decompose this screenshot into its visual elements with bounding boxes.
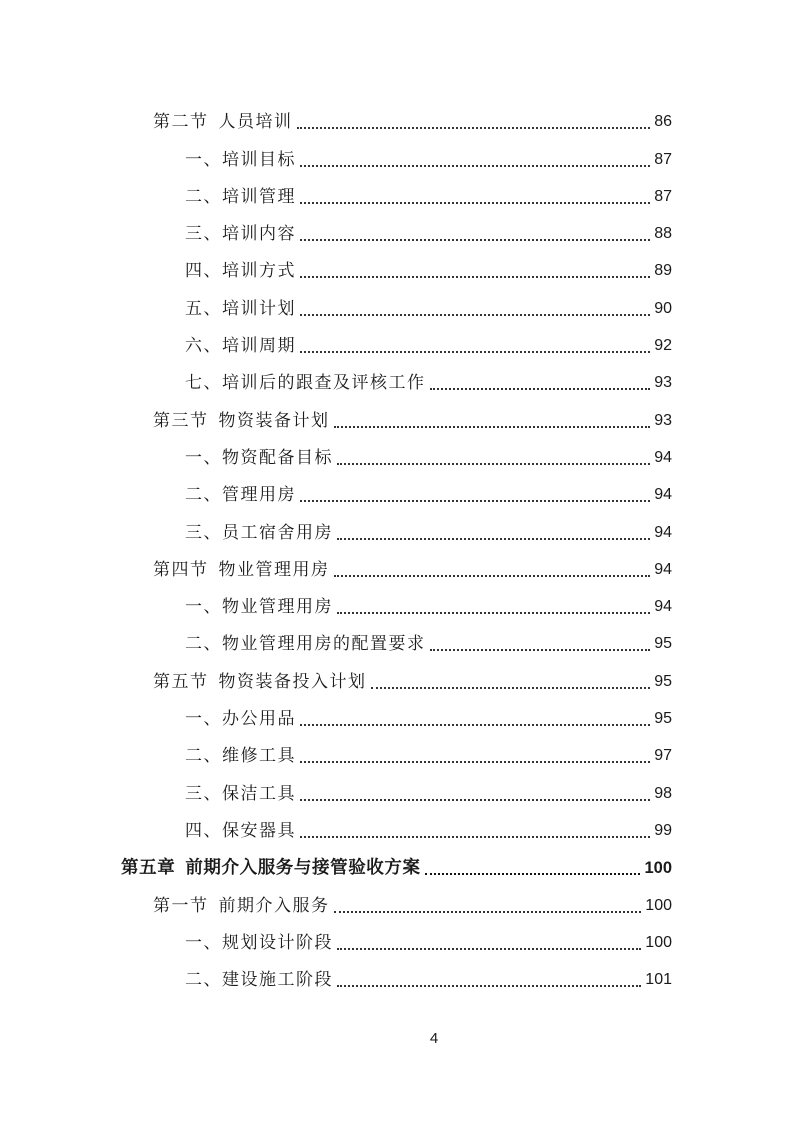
toc-entry-text: 培训后的跟查及评核工作 xyxy=(222,373,426,394)
toc-entry-page: 97 xyxy=(654,747,672,765)
toc-entry-page: 94 xyxy=(654,523,672,541)
toc-entry-page: 98 xyxy=(654,784,672,802)
toc-entry-text: 保安器具 xyxy=(222,820,296,841)
page-number: 4 xyxy=(429,1030,439,1047)
toc-entry-text: 前期介入服务与接管验收方案 xyxy=(185,858,421,879)
toc-entry-page: 87 xyxy=(654,187,672,205)
toc-entry-label: 第五章 xyxy=(121,858,176,879)
toc-entry-text: 物业管理用房 xyxy=(218,559,330,580)
toc-entry-label: 第二节 xyxy=(153,112,209,133)
toc-entry-title xyxy=(185,448,333,468)
toc-entry-section[interactable] xyxy=(153,660,672,697)
toc-entry-subsection[interactable] xyxy=(185,922,672,959)
toc-dot-leader xyxy=(337,463,650,465)
toc-entry-label: 三、 xyxy=(185,783,222,804)
toc-entry-page: 100 xyxy=(644,859,672,878)
toc-entry-page: 87 xyxy=(654,150,672,168)
toc-entry-label: 四、 xyxy=(185,261,222,282)
toc-entry-subsection[interactable] xyxy=(185,287,672,324)
toc-entry-subsection[interactable] xyxy=(185,437,672,474)
toc-entry-text: 培训周期 xyxy=(222,336,296,357)
toc-entry-page: 95 xyxy=(654,672,672,690)
toc-entry-label: 五、 xyxy=(185,298,222,319)
toc-entry-title xyxy=(185,187,296,207)
toc-entry-section[interactable] xyxy=(153,101,672,138)
toc-dot-leader xyxy=(300,314,650,316)
toc-dot-leader xyxy=(300,276,650,278)
toc-entry-page: 89 xyxy=(654,262,672,280)
toc-entry-title xyxy=(185,821,296,841)
toc-entry-subsection[interactable] xyxy=(185,735,672,772)
toc-entry-label: 一、 xyxy=(185,597,222,618)
toc-entry-text: 保洁工具 xyxy=(222,783,296,804)
toc-entry-title xyxy=(185,597,333,617)
toc-entry-label: 一、 xyxy=(185,149,222,170)
toc-dot-leader xyxy=(300,351,650,353)
toc-entry-label: 一、 xyxy=(185,932,222,953)
toc-entry-text: 物资配备目标 xyxy=(222,447,333,468)
toc-dot-leader xyxy=(334,426,651,428)
toc-entry-page: 90 xyxy=(654,299,672,317)
toc-entry-text: 规划设计阶段 xyxy=(222,932,333,953)
toc-entry-subsection[interactable] xyxy=(185,586,672,623)
toc-entry-title xyxy=(153,411,330,431)
toc-entry-subsection[interactable] xyxy=(185,511,672,548)
toc-dot-leader xyxy=(371,687,651,689)
toc-dot-leader xyxy=(300,724,650,726)
toc-entry-text: 培训管理 xyxy=(222,186,296,207)
toc-entry-label: 一、 xyxy=(185,709,222,730)
toc-dot-leader xyxy=(300,239,650,241)
toc-entry-subsection[interactable] xyxy=(185,362,672,399)
toc-entry-page: 92 xyxy=(654,337,672,355)
toc-entry-title xyxy=(153,896,330,916)
toc-entry-subsection[interactable] xyxy=(185,138,672,175)
toc-entry-title xyxy=(121,858,421,878)
toc-entry-title xyxy=(185,150,296,170)
toc-entry-page: 93 xyxy=(654,411,672,429)
toc-dot-leader xyxy=(337,948,641,950)
toc-entry-label: 二、 xyxy=(185,970,222,991)
toc-entry-label: 二、 xyxy=(185,746,222,767)
toc-entry-page: 86 xyxy=(654,113,672,131)
toc-entry-text: 物资装备计划 xyxy=(218,410,330,431)
toc-entry-label: 一、 xyxy=(185,447,222,468)
toc-entry-subsection[interactable] xyxy=(185,250,672,287)
toc-entry-text: 培训内容 xyxy=(222,224,296,245)
toc-entry-page: 95 xyxy=(654,710,672,728)
toc-dot-leader xyxy=(297,127,651,129)
toc-entry-label: 二、 xyxy=(185,186,222,207)
toc-entry-section[interactable] xyxy=(153,549,672,586)
toc-entry-text: 建设施工阶段 xyxy=(222,970,333,991)
toc-dot-leader xyxy=(300,165,650,167)
toc-entry-label: 第五节 xyxy=(153,671,209,692)
toc-entry-title xyxy=(185,485,296,505)
toc-entry-page: 94 xyxy=(654,448,672,466)
toc-entry-title xyxy=(185,746,296,766)
toc-entry-text: 前期介入服务 xyxy=(218,895,330,916)
toc-entry-page: 94 xyxy=(654,560,672,578)
toc-dot-leader xyxy=(337,612,650,614)
toc-dot-leader xyxy=(300,799,650,801)
toc-entry-page: 88 xyxy=(654,225,672,243)
toc-dot-leader xyxy=(334,575,651,577)
toc-entry-text: 物资装备投入计划 xyxy=(218,671,367,692)
toc-dot-leader xyxy=(300,761,650,763)
toc-entry-chapter[interactable] xyxy=(121,847,672,884)
toc-entry-subsection[interactable] xyxy=(185,213,672,250)
toc-dot-leader xyxy=(300,500,650,502)
toc-entry-title xyxy=(185,299,296,319)
toc-entry-section[interactable] xyxy=(153,399,672,436)
toc-entry-label: 第四节 xyxy=(153,559,209,580)
toc-entry-subsection[interactable] xyxy=(185,810,672,847)
toc-entry-title xyxy=(185,784,296,804)
toc-entry-section[interactable] xyxy=(153,884,672,921)
toc-entry-title xyxy=(153,560,330,580)
toc-dot-leader xyxy=(300,836,650,838)
toc-entry-label: 第三节 xyxy=(153,410,209,431)
toc-dot-leader xyxy=(300,202,650,204)
toc-entry-title xyxy=(185,336,296,356)
toc-dot-leader xyxy=(430,388,651,390)
toc-entry-subsection[interactable] xyxy=(185,474,672,511)
toc-entry-text: 管理用房 xyxy=(222,485,296,506)
toc-entry-text: 员工宿舍用房 xyxy=(222,522,333,543)
toc-entry-subsection[interactable] xyxy=(185,698,672,735)
toc-entry-title xyxy=(185,709,296,729)
toc-entry-label: 六、 xyxy=(185,336,222,357)
toc-entry-title xyxy=(185,933,333,953)
toc-entry-title xyxy=(153,672,367,692)
toc-dot-leader xyxy=(425,873,641,875)
toc-entry-subsection[interactable] xyxy=(185,325,672,362)
toc-entry-text: 培训计划 xyxy=(222,298,296,319)
toc-entry-title xyxy=(185,261,296,281)
toc-entry-text: 办公用品 xyxy=(222,709,296,730)
toc-entry-label: 四、 xyxy=(185,820,222,841)
toc-entry-text: 物业管理用房的配置要求 xyxy=(222,634,426,655)
toc-entry-title xyxy=(185,970,333,990)
toc-entry-page: 100 xyxy=(645,896,672,914)
toc-entry-subsection[interactable] xyxy=(185,176,672,213)
toc-entry-title xyxy=(185,634,426,654)
toc-entry-label: 第一节 xyxy=(153,895,209,916)
toc-dot-leader xyxy=(430,649,651,651)
toc-entry-title xyxy=(185,373,426,393)
toc-entry-label: 三、 xyxy=(185,224,222,245)
toc-entry-subsection[interactable] xyxy=(185,772,672,809)
toc-entry-page: 101 xyxy=(645,971,672,989)
toc-entry-text: 维修工具 xyxy=(222,746,296,767)
toc-entry-subsection[interactable] xyxy=(185,959,672,996)
toc-entry-title xyxy=(153,112,293,132)
toc-entry-text: 培训方式 xyxy=(222,261,296,282)
toc-entry-text: 培训目标 xyxy=(222,149,296,170)
toc-entry-page: 93 xyxy=(654,374,672,392)
toc-dot-leader xyxy=(337,538,650,540)
toc-entry-page: 94 xyxy=(654,598,672,616)
toc-entry-text: 物业管理用房 xyxy=(222,597,333,618)
toc-entry-subsection[interactable] xyxy=(185,623,672,660)
toc-entry-label: 七、 xyxy=(185,373,222,394)
toc-entry-page: 95 xyxy=(654,635,672,653)
toc-dot-leader xyxy=(337,985,641,987)
toc-entry-label: 二、 xyxy=(185,634,222,655)
toc-entry-title xyxy=(185,523,333,543)
table-of-contents xyxy=(0,101,793,996)
toc-entry-label: 三、 xyxy=(185,522,222,543)
toc-dot-leader xyxy=(334,911,642,913)
toc-entry-page: 100 xyxy=(645,933,672,951)
toc-entry-page: 94 xyxy=(654,486,672,504)
toc-entry-label: 二、 xyxy=(185,485,222,506)
toc-entry-page: 99 xyxy=(654,821,672,839)
toc-entry-text: 人员培训 xyxy=(218,112,293,133)
toc-entry-title xyxy=(185,224,296,244)
